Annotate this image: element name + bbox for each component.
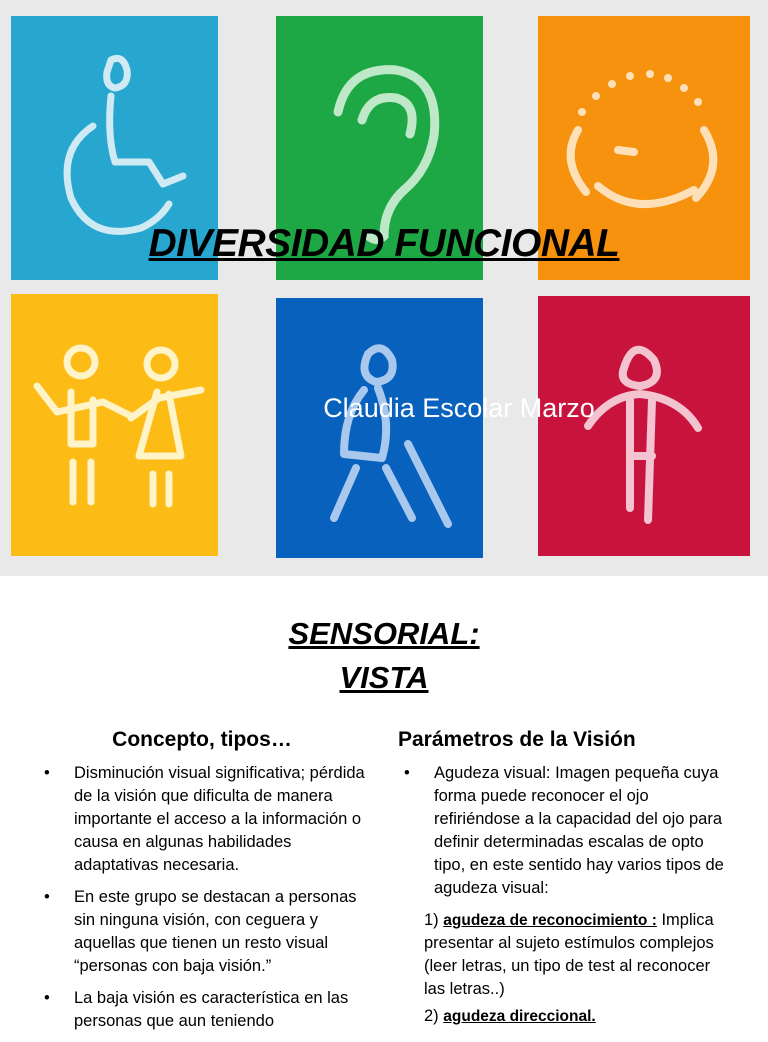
list-item-text: En este grupo se destacan a personas sin ninguna visión, con ceguera y aquellas que tienen un resto visual “personas con baja visión.” <box>74 888 357 975</box>
list-item <box>34 886 370 978</box>
parameters-column <box>394 728 734 1028</box>
bullet: • <box>44 888 50 906</box>
tile-blind <box>276 298 483 558</box>
list-item <box>34 762 370 877</box>
list-item <box>34 987 370 1033</box>
concept-column <box>34 728 370 1042</box>
two-children-icon <box>11 294 218 556</box>
item-label: agudeza de reconocimiento : <box>443 912 657 929</box>
presentation-title: DIVERSIDAD FUNCIONAL <box>148 222 620 265</box>
slide-content <box>0 576 768 1030</box>
list-item-text: Agudeza visual: Imagen pequeña cuya forma puede reconocer el ojo refiriéndose a la capacidad del ojo para definir determinadas escalas de opto tipo, en este sentido hay varios tipos de agudeza visual: <box>434 764 724 897</box>
item-number: 1) <box>424 911 439 929</box>
slide-heading-line2: VISTA <box>339 660 429 695</box>
list-item-text: Disminución visual significativa; pérdida de la visión que dificulta de manera importante el acceso a la información o causa en algunas habilidades adaptativas necesaria. <box>74 764 365 874</box>
bullet: • <box>44 764 50 782</box>
numbered-item <box>394 909 734 1001</box>
author-name: Claudia Escolar Marzo <box>323 393 595 423</box>
item-label: agudeza direccional. <box>443 1008 596 1025</box>
slide-heading <box>0 612 768 700</box>
tile-person <box>538 296 750 556</box>
slide-heading-line1: SENSORIAL: <box>288 616 480 651</box>
blind-person-cane-icon <box>276 298 483 558</box>
parameters-heading: Parámetros de la Visión <box>398 728 636 751</box>
concept-heading: Concepto, tipos… <box>112 728 292 751</box>
item-text: Implica presentar al sujeto estímulos complejos (leer letras, un tipo de test al reconocer las letras..) <box>424 911 714 998</box>
bullet: • <box>44 989 50 1007</box>
list-item <box>394 762 734 900</box>
person-icon <box>538 296 750 556</box>
tile-children <box>11 294 218 556</box>
numbered-item <box>394 1005 734 1028</box>
list-item-text: La baja visión es característica en las personas que aun teniendo <box>74 989 349 1030</box>
item-number: 2) <box>424 1007 439 1025</box>
bullet: • <box>404 764 410 782</box>
